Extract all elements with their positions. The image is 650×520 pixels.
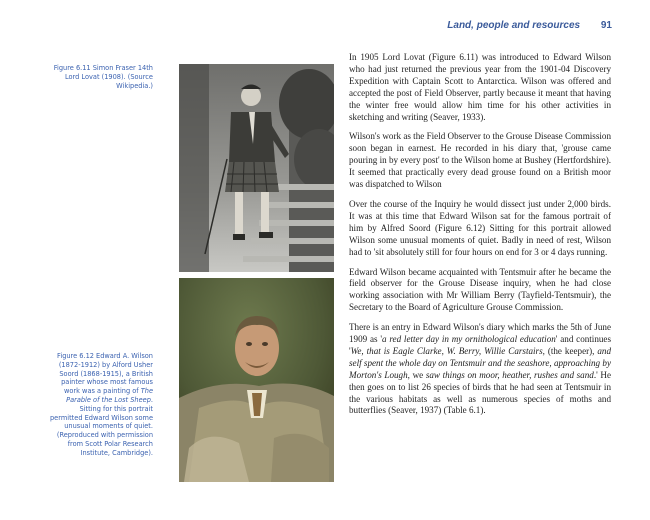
p5-quote-2: We, that is Eagle Clarke, W. Berry, Willie Carstairs, xyxy=(350,345,545,356)
p5-text-c: (the keeper), xyxy=(544,345,598,356)
paragraph-5 xyxy=(349,322,611,417)
p5-text-a: There is an entry in Edward Wilson's diary which marks the 5th of June 1909 as ' xyxy=(349,322,611,345)
lord-lovat-photograph xyxy=(179,64,334,272)
p5-quote-4: saw things on moor, heather, rushes and sand xyxy=(425,369,594,380)
figure-6-12-caption xyxy=(50,352,153,458)
page-number: 91 xyxy=(600,20,612,31)
caption-painting-title: The Parable of the Lost Sheep xyxy=(66,387,153,404)
p5-text-b: ' and continues ' xyxy=(349,334,612,356)
figure-6-11-caption: Figure 6.11 Simon Fraser 14th Lord Lovat (1908). (Source Wikipedia.) xyxy=(53,64,153,90)
paragraph-2: Wilson's work as the Field Observer to the Grouse Disease Commission soon began in earnest. He recorded in his diary that, 'grouse came pouring in by every post' to the Wilson home at Bushey (Hertfordshire). It seemed that practically every dead grouse found on a British moor was dispatched to Wilson xyxy=(349,131,611,190)
p5-quote-3: and self spent the whole day on Tentsmuir and the seashore, approaching by Morton's Lough xyxy=(349,345,611,380)
p5-text-e: .' He then goes on to list 26 species of birds that he had seen at Tentsmuir in the various habitats as well as numerous species of moths and butterflies (Seaver, 1937) (Table 6.1). xyxy=(349,369,611,416)
edward-wilson-portrait-painting xyxy=(179,278,334,482)
running-header xyxy=(447,20,612,31)
paragraph-4: Edward Wilson became acquainted with Tentsmuir after he became the field observer for the Grouse Disease inquiry, when he had close working association with Mr William Berry (Tayfield-Tentsmuir), the Secretary to the Board of Agriculture Grouse Commission. xyxy=(349,266,611,313)
caption-text-b: . Sitting for this portrait permitted Edward Wilson some unusual moments of quiet. (Reproduced with permission from Scott Polar Research Institute, Cambridge). xyxy=(50,395,153,457)
p5-text-d: , we xyxy=(407,369,426,380)
p5-quote-1: a red letter day in my ornithological education xyxy=(382,334,556,345)
paragraph-1: In 1905 Lord Lovat (Figure 6.11) was introduced to Edward Wilson who had just returned the previous year from the 1901-04 Discovery Expedition with Captain Scott to Antarctica. Wilson was offered and accepted the post of Field Observer, partly because it meant that having the winter free would allow him time for his other activities in sketching and writing (Seaver, 1933). xyxy=(349,52,611,122)
header-title: Land, people and resources xyxy=(447,20,581,31)
caption-text-a: Figure 6.12 Edward A. Wilson (1872-1912) by Alford Usher Soord (1868-1915), a British painter whose most famous work was a painting of xyxy=(57,352,153,396)
paragraph-3: Over the course of the Inquiry he would dissect just under 2,000 birds. It was at this time that Edward Wilson sat for the famous portrait of him by Alfred Soord (Figure 6.12) Sitting for this portrait allowed Wilson some unusual moments of quiet. Badly in need of rest, Wilson had to 'sit absolutely still for four hours on end for 3 or 4 days running. xyxy=(349,198,611,257)
body-text xyxy=(349,52,611,425)
